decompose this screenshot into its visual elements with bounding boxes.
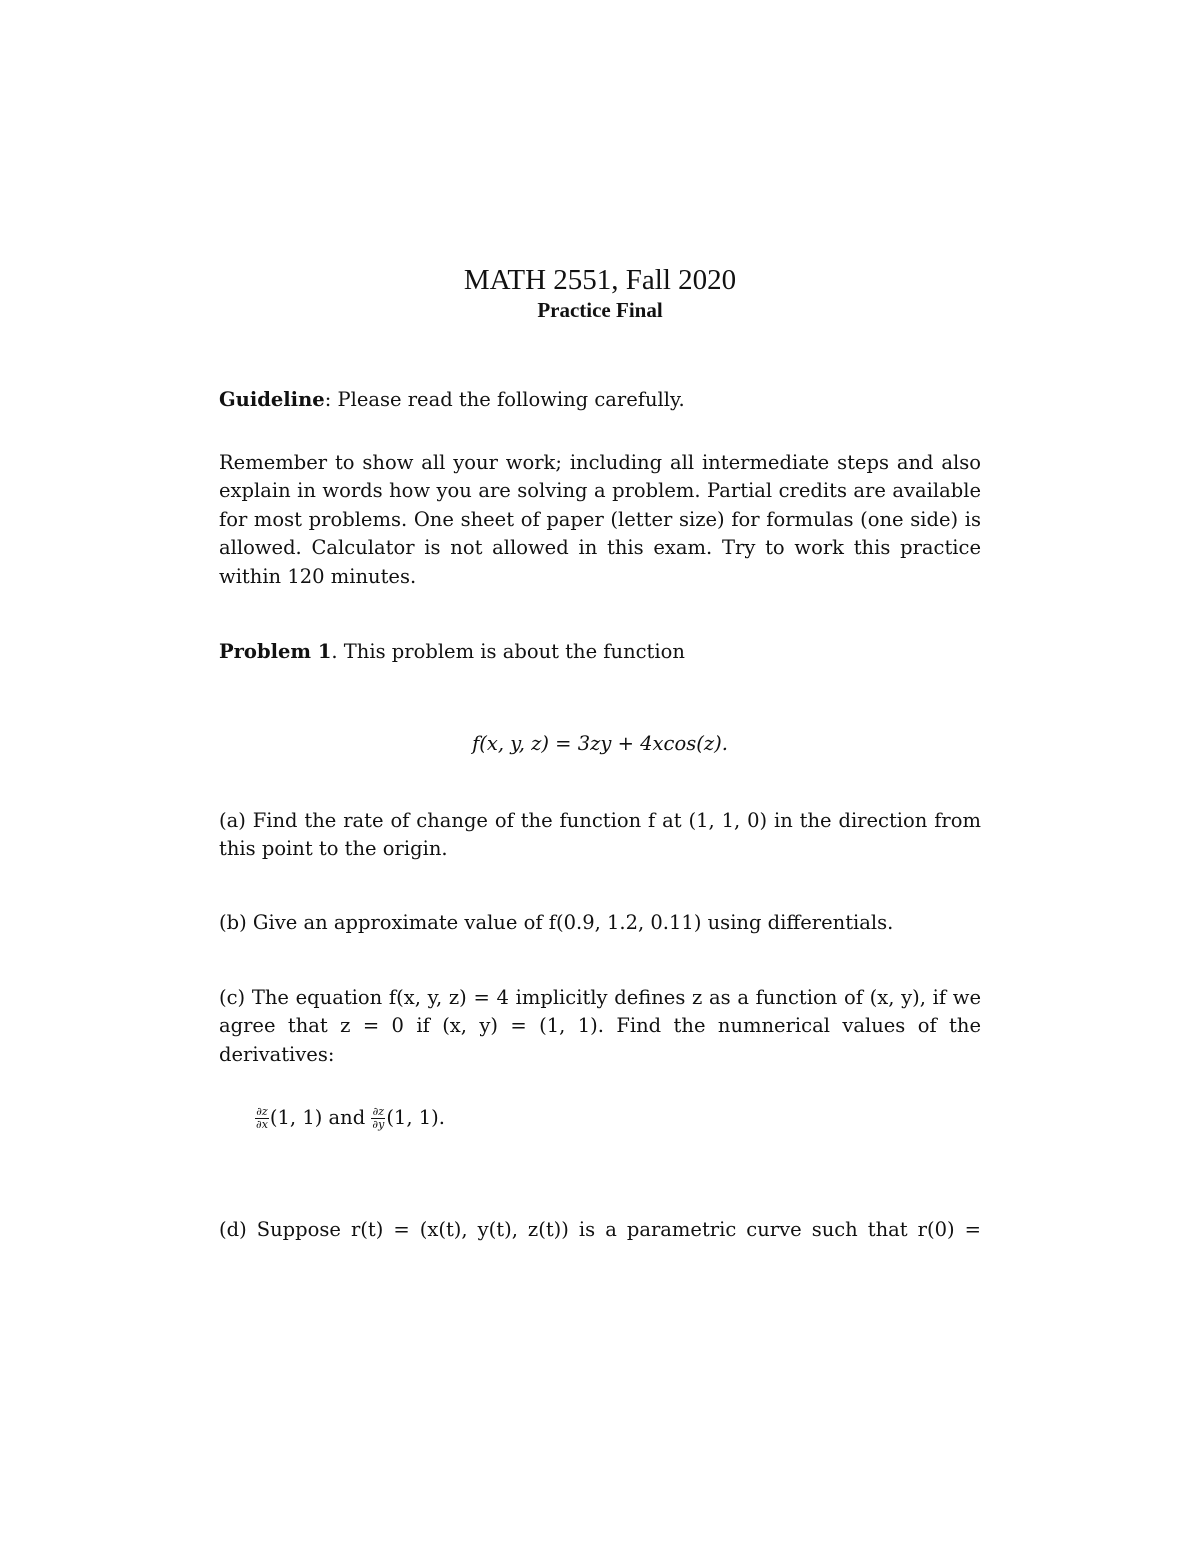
problem-1-part-b: (b) Give an approximate value of f(0.9, 1.2, 0.11) using differentials. (219, 911, 894, 934)
partial-z-x-fraction (255, 1106, 269, 1131)
guideline-label: Guideline (219, 388, 325, 411)
derivative-point-1: (1, 1) and (269, 1106, 372, 1129)
partial-z-y-fraction (371, 1106, 385, 1131)
problem-1-heading (219, 638, 981, 666)
derivatives-expression (255, 1100, 445, 1136)
instructions-paragraph: Remember to show all your work; including all intermediate steps and also explain in words how you are solving a problem. Partial credits are available for most problems. One sheet of paper (letter size) for formulas (one side) is allowed. Calculator is not allowed in this exam. Try to work this practice within 120 minutes. (219, 451, 981, 588)
guideline-text: : Please read the following carefully. (324, 388, 685, 411)
page-subtitle: Practice Final (537, 298, 663, 322)
function-equation: f(x, y, z) = 3zy + 4xcos(z). (472, 732, 728, 755)
problem-1-part-a: (a) Find the rate of change of the function f at (1, 1, 0) in the direction from this point to the origin. (219, 809, 981, 861)
fraction-denominator: ∂y (372, 1118, 385, 1131)
fraction-numerator: ∂z (372, 1105, 385, 1118)
guideline-paragraph (219, 386, 981, 414)
problem-1-intro: . This problem is about the function (331, 640, 685, 663)
fraction-numerator: ∂z (256, 1105, 268, 1118)
derivative-point-2: (1, 1). (386, 1106, 445, 1129)
problem-1-label: Problem 1 (219, 640, 332, 663)
fraction-denominator: ∂x (256, 1118, 268, 1131)
problem-1-part-c: (c) The equation f(x, y, z) = 4 implicitly defines z as a function of (x, y), if we agree that z = 0 if (x, y) = (1, 1). Find the numnerical values of the derivatives: (219, 986, 981, 1066)
problem-1-part-d: (d) Suppose r(t) = (x(t), y(t), z(t)) is a parametric curve such that r(0) = (219, 1218, 981, 1241)
page-title: MATH 2551, Fall 2020 (463, 264, 737, 296)
